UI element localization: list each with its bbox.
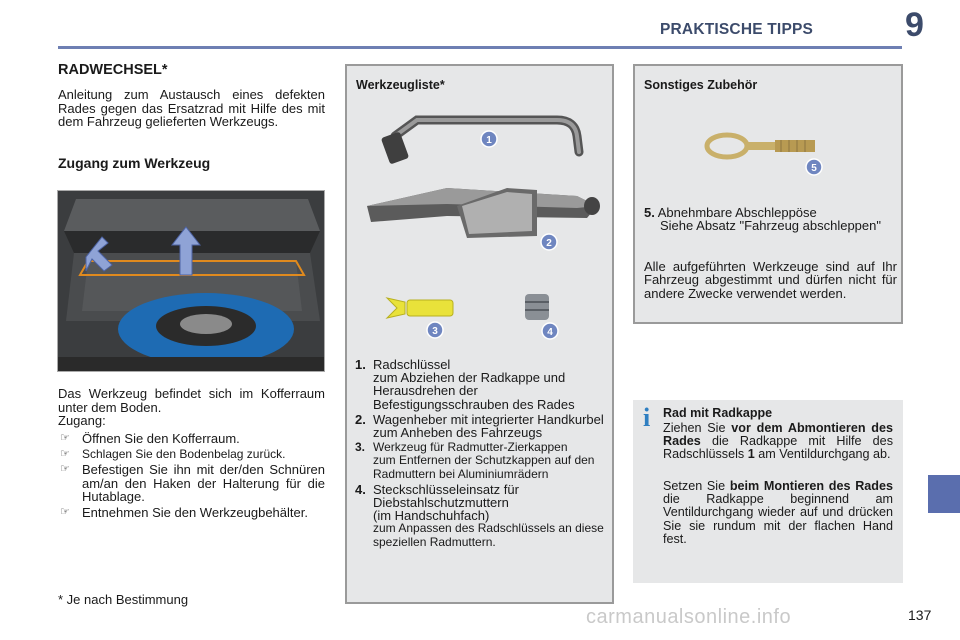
accessory-desc: Siehe Absatz "Fahrzeug abschleppen" xyxy=(660,218,881,234)
trunk-illustration xyxy=(58,191,325,372)
step-item: ☞ Schlagen Sie den Bodenbelag zurück. xyxy=(60,446,286,461)
tools-title: Werkzeugliste* xyxy=(356,78,445,92)
towing-eye-illustration xyxy=(635,66,901,186)
tool-desc: zum Abziehen der Radkappe und Herausdrehen der Befestigungsschrauben des Rades xyxy=(373,370,575,412)
accessory-item: 5. Abnehmbare Abschleppöse Siehe Absatz "Fahrzeug abschleppen" xyxy=(644,206,894,232)
location-text xyxy=(58,387,325,428)
info-title: Rad mit Radkappe xyxy=(663,406,773,420)
tool-item: 3. Werkzeug für Radmutter-Zierkappen zum Entfernen der Schutzkappen auf den Radmuttern bei Aluminiumrädern xyxy=(355,441,610,481)
chapter-number: 9 xyxy=(905,6,924,44)
tool-desc: (im Handschuhfach) xyxy=(373,508,490,524)
accessories-note: Alle aufgeführten Werkzeuge sind auf Ihr Fahrzeug abgestimmt und dürfen nicht für andere Zwecke verwendet werden. xyxy=(644,259,897,301)
page-number: 137 xyxy=(908,607,932,623)
tool-desc-2: zum Anpassen des Radschlüssels an diese speziellen Radmuttern. xyxy=(373,521,604,549)
hand-pointer-icon: ☞ xyxy=(60,505,70,518)
section-title: RADWECHSEL* xyxy=(58,62,168,78)
sub-title: Zugang zum Werkzeug xyxy=(58,155,211,171)
trunk-photo xyxy=(57,190,325,372)
info-paragraph-1: Ziehen Sie vor dem Abmontieren des Rades die Radkappe mit Hilfe des Radschlüssels 1 am Ventildurchgang ab. xyxy=(663,421,893,462)
tool-desc: zum Anheben des Fahrzeugs xyxy=(373,425,543,441)
accessory-name: Abnehmbare Abschleppöse xyxy=(657,205,817,220)
accessories-title: Sonstiges Zubehör xyxy=(644,78,758,92)
tool-name: Wagenheber mit integrierter Handkurbel xyxy=(373,411,604,427)
step-item: ☞ Entnehmen Sie den Werkzeugbehälter. xyxy=(60,504,308,520)
tool-desc: zum Entfernen der Schutzkappen auf den Radmuttern bei Aluminiumrädern xyxy=(373,453,595,481)
tool-name: Radschlüssel xyxy=(373,357,451,372)
chapter-side-tab xyxy=(928,475,960,513)
access-label: Zugang: xyxy=(58,413,106,429)
watermark: carmanualsonline.info xyxy=(586,606,792,628)
access-steps xyxy=(58,432,325,522)
info-icon: i xyxy=(643,403,651,432)
intro-text: Anleitung zum Austausch eines defekten Rades gegen das Ersatzrad mit Hilfe des mit dem Fahrzeug gelieferten Werkzeugs. xyxy=(58,87,325,130)
step-item: ☞ Befestigen Sie ihn mit der/den Schnüren am/an den Haken der Halterung für die Hutablage. xyxy=(60,462,325,505)
callout-3-label: 3 xyxy=(432,326,438,337)
info-panel xyxy=(633,400,903,583)
tool-list xyxy=(355,358,610,551)
tool-item: 2. Wagenheber mit integrierter Handkurbel zum Anheben des Fahrzeugs xyxy=(355,413,610,439)
tools-illustration xyxy=(347,66,612,356)
tool-name: Steckschlüsseleinsatz für Diebstahlschutzmuttern xyxy=(373,481,519,511)
header-rule xyxy=(58,46,902,49)
chapter-title: PRAKTISCHE TIPPS xyxy=(660,21,814,38)
footnote: * Je nach Bestimmung xyxy=(58,592,189,607)
callout-1-label: 1 xyxy=(486,135,492,146)
hand-pointer-icon: ☞ xyxy=(60,447,70,460)
tool-item: 1. Radschlüssel zum Abziehen der Radkappe und Herausdrehen der Befestigungsschrauben des Rades xyxy=(355,358,610,411)
callout-2-label: 2 xyxy=(546,238,552,249)
hand-pointer-icon: ☞ xyxy=(60,432,70,444)
step-item: ☞ Öffnen Sie den Kofferraum. xyxy=(60,431,240,446)
hand-pointer-icon: ☞ xyxy=(60,463,70,476)
callout-4-label: 4 xyxy=(547,327,553,338)
info-paragraph-2: Setzen Sie beim Montieren des Rades die Radkappe beginnend am Ventildurchgang wieder auf und drücken Sie sie rundum mit der flachen Hand fest. xyxy=(663,479,893,546)
tools-panel xyxy=(345,64,614,604)
location-sentence: Das Werkzeug befindet sich im Kofferraum unter dem Boden. xyxy=(58,386,325,415)
accessories-panel xyxy=(633,64,903,324)
tool-name: Werkzeug für Radmutter-Zierkappen xyxy=(373,440,568,455)
callout-5-label: 5 xyxy=(811,163,817,174)
tool-item: 4. Steckschlüsseleinsatz für Diebstahlschutzmuttern (im Handschuhfach) zum Anpassen des Radschlüssels an diese speziellen Radmuttern. xyxy=(355,483,610,549)
